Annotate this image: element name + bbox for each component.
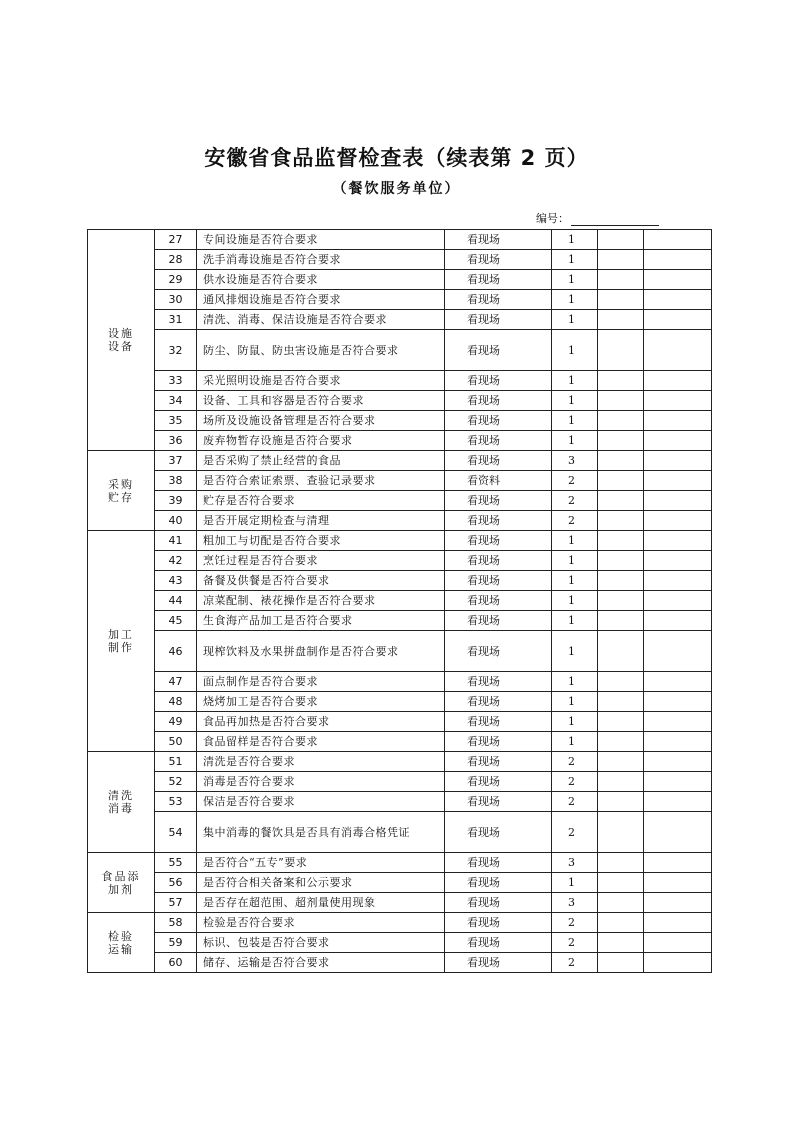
item-number-cell: 49 xyxy=(155,712,197,732)
item-number-cell: 40 xyxy=(155,511,197,531)
table-row xyxy=(88,471,712,491)
table-row xyxy=(88,431,712,451)
item-number-cell: 52 xyxy=(155,772,197,792)
check-method-cell: 看现场 xyxy=(445,391,552,411)
score-cell: 1 xyxy=(552,411,598,431)
category-cell: 清洗 消毒 xyxy=(88,752,155,853)
item-content-cell: 储存、运输是否符合要求 xyxy=(197,953,445,973)
result-cell xyxy=(598,230,644,250)
result-cell xyxy=(598,853,644,873)
check-method-cell: 看现场 xyxy=(445,551,552,571)
result-cell xyxy=(598,672,644,692)
result-cell xyxy=(598,511,644,531)
remark-cell xyxy=(644,933,712,953)
item-number-cell: 55 xyxy=(155,853,197,873)
score-cell: 2 xyxy=(552,511,598,531)
score-cell: 2 xyxy=(552,913,598,933)
result-cell xyxy=(598,712,644,732)
item-content-cell: 标识、包装是否符合要求 xyxy=(197,933,445,953)
score-cell: 2 xyxy=(552,491,598,511)
score-cell: 1 xyxy=(552,611,598,631)
table-row xyxy=(88,491,712,511)
check-method-cell: 看现场 xyxy=(445,792,552,812)
check-method-cell: 看现场 xyxy=(445,712,552,732)
table-row xyxy=(88,672,712,692)
table-row xyxy=(88,391,712,411)
score-cell: 2 xyxy=(552,752,598,772)
result-cell xyxy=(598,752,644,772)
item-number-cell: 37 xyxy=(155,451,197,471)
item-number-cell: 56 xyxy=(155,873,197,893)
check-method-cell: 看现场 xyxy=(445,511,552,531)
item-number-cell: 29 xyxy=(155,270,197,290)
table-row xyxy=(88,591,712,611)
score-cell: 1 xyxy=(552,230,598,250)
remark-cell xyxy=(644,250,712,270)
item-number-cell: 48 xyxy=(155,692,197,712)
remark-cell xyxy=(644,752,712,772)
remark-cell xyxy=(644,631,712,672)
table-row xyxy=(88,752,712,772)
item-content-cell: 是否符合索证索票、查验记录要求 xyxy=(197,471,445,491)
item-number-cell: 60 xyxy=(155,953,197,973)
check-method-cell: 看现场 xyxy=(445,411,552,431)
check-method-cell: 看现场 xyxy=(445,591,552,611)
score-cell: 1 xyxy=(552,631,598,672)
table-row xyxy=(88,571,712,591)
item-content-cell: 烧烤加工是否符合要求 xyxy=(197,692,445,712)
item-number-cell: 51 xyxy=(155,752,197,772)
check-method-cell: 看现场 xyxy=(445,250,552,270)
table-row xyxy=(88,250,712,270)
check-method-cell: 看现场 xyxy=(445,371,552,391)
check-method-cell: 看现场 xyxy=(445,270,552,290)
result-cell xyxy=(598,913,644,933)
item-number-cell: 53 xyxy=(155,792,197,812)
table-row xyxy=(88,290,712,310)
result-cell xyxy=(598,290,644,310)
table-row xyxy=(88,792,712,812)
remark-cell xyxy=(644,611,712,631)
item-number-cell: 31 xyxy=(155,310,197,330)
remark-cell xyxy=(644,772,712,792)
check-method-cell: 看现场 xyxy=(445,531,552,551)
item-content-cell: 消毒是否符合要求 xyxy=(197,772,445,792)
score-cell: 1 xyxy=(552,431,598,451)
item-content-cell: 是否符合“五专”要求 xyxy=(197,853,445,873)
remark-cell xyxy=(644,431,712,451)
remark-cell xyxy=(644,411,712,431)
item-content-cell: 专间设施是否符合要求 xyxy=(197,230,445,250)
check-method-cell: 看现场 xyxy=(445,330,552,371)
table-row xyxy=(88,933,712,953)
remark-cell xyxy=(644,913,712,933)
check-method-cell: 看现场 xyxy=(445,310,552,330)
score-cell: 1 xyxy=(552,330,598,371)
item-number-cell: 44 xyxy=(155,591,197,611)
table-row xyxy=(88,732,712,752)
result-cell xyxy=(598,310,644,330)
category-cell: 食品添 加剂 xyxy=(88,853,155,913)
remark-cell xyxy=(644,591,712,611)
item-content-cell: 通风排烟设施是否符合要求 xyxy=(197,290,445,310)
result-cell xyxy=(598,953,644,973)
remark-cell xyxy=(644,732,712,752)
result-cell xyxy=(598,772,644,792)
check-method-cell: 看现场 xyxy=(445,692,552,712)
category-cell: 采购 贮存 xyxy=(88,451,155,531)
result-cell xyxy=(598,451,644,471)
table-row xyxy=(88,511,712,531)
result-cell xyxy=(598,391,644,411)
inspection-table xyxy=(87,229,712,973)
item-content-cell: 面点制作是否符合要求 xyxy=(197,672,445,692)
score-cell: 2 xyxy=(552,812,598,853)
check-method-cell: 看现场 xyxy=(445,873,552,893)
item-content-cell: 检验是否符合要求 xyxy=(197,913,445,933)
item-number-cell: 57 xyxy=(155,893,197,913)
score-cell: 1 xyxy=(552,531,598,551)
table-row xyxy=(88,310,712,330)
item-content-cell: 采光照明设施是否符合要求 xyxy=(197,371,445,391)
table-row xyxy=(88,812,712,853)
remark-cell xyxy=(644,290,712,310)
item-content-cell: 设备、工具和容器是否符合要求 xyxy=(197,391,445,411)
remark-cell xyxy=(644,873,712,893)
table-row xyxy=(88,531,712,551)
item-number-cell: 46 xyxy=(155,631,197,672)
remark-cell xyxy=(644,230,712,250)
check-method-cell: 看现场 xyxy=(445,230,552,250)
table-row xyxy=(88,873,712,893)
table-row xyxy=(88,692,712,712)
remark-cell xyxy=(644,451,712,471)
table-row xyxy=(88,371,712,391)
form-number-blank xyxy=(571,214,659,226)
check-method-cell: 看现场 xyxy=(445,431,552,451)
score-cell: 3 xyxy=(552,853,598,873)
table-row xyxy=(88,230,712,250)
item-number-cell: 36 xyxy=(155,431,197,451)
score-cell: 3 xyxy=(552,893,598,913)
result-cell xyxy=(598,732,644,752)
item-number-cell: 32 xyxy=(155,330,197,371)
item-number-cell: 27 xyxy=(155,230,197,250)
remark-cell xyxy=(644,692,712,712)
check-method-cell: 看现场 xyxy=(445,772,552,792)
item-number-cell: 47 xyxy=(155,672,197,692)
remark-cell xyxy=(644,853,712,873)
item-content-cell: 保洁是否符合要求 xyxy=(197,792,445,812)
item-content-cell: 场所及设施设备管理是否符合要求 xyxy=(197,411,445,431)
table-row xyxy=(88,270,712,290)
score-cell: 1 xyxy=(552,732,598,752)
check-method-cell: 看现场 xyxy=(445,732,552,752)
item-number-cell: 41 xyxy=(155,531,197,551)
remark-cell xyxy=(644,953,712,973)
check-method-cell: 看现场 xyxy=(445,611,552,631)
result-cell xyxy=(598,933,644,953)
item-content-cell: 备餐及供餐是否符合要求 xyxy=(197,571,445,591)
item-content-cell: 食品再加热是否符合要求 xyxy=(197,712,445,732)
table-row xyxy=(88,330,712,371)
item-content-cell: 生食海产品加工是否符合要求 xyxy=(197,611,445,631)
check-method-cell: 看现场 xyxy=(445,631,552,672)
item-number-cell: 59 xyxy=(155,933,197,953)
result-cell xyxy=(598,571,644,591)
score-cell: 2 xyxy=(552,953,598,973)
score-cell: 3 xyxy=(552,451,598,471)
score-cell: 1 xyxy=(552,310,598,330)
result-cell xyxy=(598,330,644,371)
result-cell xyxy=(598,411,644,431)
check-method-cell: 看现场 xyxy=(445,571,552,591)
category-cell: 加工 制作 xyxy=(88,531,155,752)
result-cell xyxy=(598,873,644,893)
item-number-cell: 43 xyxy=(155,571,197,591)
item-number-cell: 33 xyxy=(155,371,197,391)
category-cell: 检验 运输 xyxy=(88,913,155,973)
remark-cell xyxy=(644,812,712,853)
remark-cell xyxy=(644,330,712,371)
table-row xyxy=(88,611,712,631)
result-cell xyxy=(598,551,644,571)
score-cell: 1 xyxy=(552,591,598,611)
item-content-cell: 供水设施是否符合要求 xyxy=(197,270,445,290)
remark-cell xyxy=(644,672,712,692)
score-cell: 1 xyxy=(552,551,598,571)
item-content-cell: 防尘、防鼠、防虫害设施是否符合要求 xyxy=(197,330,445,371)
item-content-cell: 清洗、消毒、保洁设施是否符合要求 xyxy=(197,310,445,330)
score-cell: 1 xyxy=(552,371,598,391)
score-cell: 1 xyxy=(552,290,598,310)
check-method-cell: 看现场 xyxy=(445,451,552,471)
result-cell xyxy=(598,431,644,451)
item-number-cell: 35 xyxy=(155,411,197,431)
remark-cell xyxy=(644,893,712,913)
category-cell: 设施 设备 xyxy=(88,230,155,451)
remark-cell xyxy=(644,712,712,732)
check-method-cell: 看现场 xyxy=(445,752,552,772)
score-cell: 1 xyxy=(552,250,598,270)
score-cell: 2 xyxy=(552,772,598,792)
item-content-cell: 是否开展定期检查与清理 xyxy=(197,511,445,531)
item-number-cell: 45 xyxy=(155,611,197,631)
page-title: 安徽省食品监督检查表（续表第 2 页） xyxy=(204,146,589,170)
item-content-cell: 粗加工与切配是否符合要求 xyxy=(197,531,445,551)
table-row xyxy=(88,712,712,732)
score-cell: 1 xyxy=(552,391,598,411)
item-number-cell: 54 xyxy=(155,812,197,853)
result-cell xyxy=(598,531,644,551)
result-cell xyxy=(598,893,644,913)
table-row xyxy=(88,551,712,571)
item-number-cell: 34 xyxy=(155,391,197,411)
result-cell xyxy=(598,611,644,631)
item-number-cell: 58 xyxy=(155,913,197,933)
item-number-cell: 39 xyxy=(155,491,197,511)
form-number xyxy=(536,210,659,226)
check-method-cell: 看现场 xyxy=(445,853,552,873)
remark-cell xyxy=(644,551,712,571)
result-cell xyxy=(598,792,644,812)
result-cell xyxy=(598,631,644,672)
score-cell: 1 xyxy=(552,712,598,732)
result-cell xyxy=(598,250,644,270)
item-content-cell: 现榨饮料及水果拼盘制作是否符合要求 xyxy=(197,631,445,672)
item-content-cell: 凉菜配制、裱花操作是否符合要求 xyxy=(197,591,445,611)
score-cell: 1 xyxy=(552,692,598,712)
item-number-cell: 50 xyxy=(155,732,197,752)
score-cell: 2 xyxy=(552,471,598,491)
remark-cell xyxy=(644,471,712,491)
item-content-cell: 集中消毒的餐饮具是否具有消毒合格凭证 xyxy=(197,812,445,853)
remark-cell xyxy=(644,371,712,391)
result-cell xyxy=(598,270,644,290)
score-cell: 2 xyxy=(552,933,598,953)
remark-cell xyxy=(644,391,712,411)
item-content-cell: 废弃物暂存设施是否符合要求 xyxy=(197,431,445,451)
table-row xyxy=(88,411,712,431)
item-content-cell: 洗手消毒设施是否符合要求 xyxy=(197,250,445,270)
score-cell: 1 xyxy=(552,873,598,893)
remark-cell xyxy=(644,310,712,330)
page-subtitle: （餐饮服务单位） xyxy=(332,181,461,197)
result-cell xyxy=(598,491,644,511)
remark-cell xyxy=(644,491,712,511)
score-cell: 1 xyxy=(552,571,598,591)
check-method-cell: 看现场 xyxy=(445,953,552,973)
table-row xyxy=(88,893,712,913)
check-method-cell: 看现场 xyxy=(445,913,552,933)
item-content-cell: 清洗是否符合要求 xyxy=(197,752,445,772)
remark-cell xyxy=(644,511,712,531)
check-method-cell: 看现场 xyxy=(445,893,552,913)
result-cell xyxy=(598,591,644,611)
remark-cell xyxy=(644,531,712,551)
remark-cell xyxy=(644,792,712,812)
item-content-cell: 食品留样是否符合要求 xyxy=(197,732,445,752)
item-number-cell: 30 xyxy=(155,290,197,310)
check-method-cell: 看现场 xyxy=(445,812,552,853)
item-content-cell: 贮存是否符合要求 xyxy=(197,491,445,511)
item-number-cell: 28 xyxy=(155,250,197,270)
check-method-cell: 看资料 xyxy=(445,471,552,491)
item-content-cell: 是否存在超范围、超剂量使用现象 xyxy=(197,893,445,913)
score-cell: 1 xyxy=(552,270,598,290)
check-method-cell: 看现场 xyxy=(445,290,552,310)
check-method-cell: 看现场 xyxy=(445,491,552,511)
item-content-cell: 是否采购了禁止经营的食品 xyxy=(197,451,445,471)
table-row xyxy=(88,853,712,873)
item-number-cell: 38 xyxy=(155,471,197,491)
result-cell xyxy=(598,812,644,853)
score-cell: 1 xyxy=(552,672,598,692)
table-row xyxy=(88,451,712,471)
item-content-cell: 烹饪过程是否符合要求 xyxy=(197,551,445,571)
check-method-cell: 看现场 xyxy=(445,933,552,953)
result-cell xyxy=(598,371,644,391)
remark-cell xyxy=(644,270,712,290)
table-row xyxy=(88,913,712,933)
item-content-cell: 是否符合相关备案和公示要求 xyxy=(197,873,445,893)
table-row xyxy=(88,953,712,973)
result-cell xyxy=(598,692,644,712)
form-number-label: 编号： xyxy=(536,212,569,225)
remark-cell xyxy=(644,571,712,591)
check-method-cell: 看现场 xyxy=(445,672,552,692)
table-row xyxy=(88,772,712,792)
table-row xyxy=(88,631,712,672)
score-cell: 2 xyxy=(552,792,598,812)
result-cell xyxy=(598,471,644,491)
item-number-cell: 42 xyxy=(155,551,197,571)
